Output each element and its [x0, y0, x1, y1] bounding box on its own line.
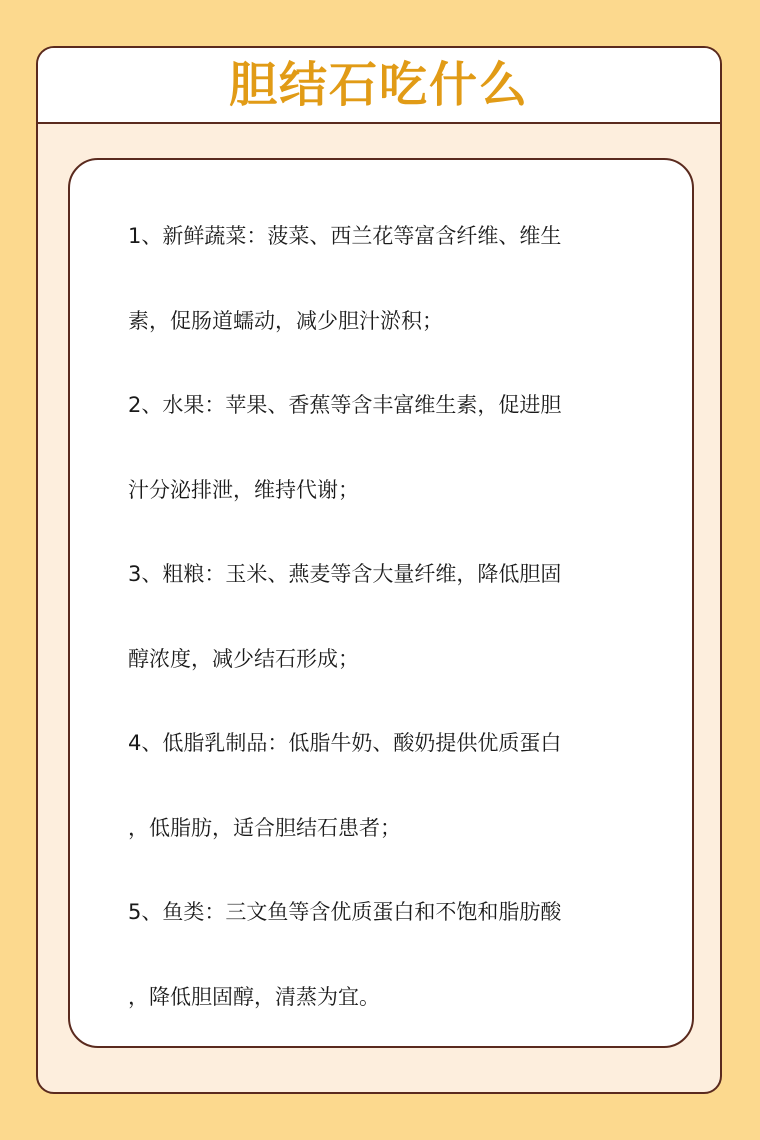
list-item: 1、新鲜蔬菜：菠菜、西兰花等富含纤维、维生	[128, 224, 562, 248]
list-item: ，降低胆固醇，清蒸为宜。	[128, 984, 380, 1009]
outer-card	[36, 46, 722, 1094]
title-band	[38, 48, 720, 124]
page-title: 胆结石吃什么	[228, 57, 529, 113]
list-item: 3、粗粮：玉米、燕麦等含大量纤维，降低胆固	[128, 562, 562, 586]
content-card	[68, 158, 694, 1048]
list-item: 4、低脂乳制品：低脂牛奶、酸奶提供优质蛋白	[128, 731, 562, 755]
list-item: 5、鱼类：三文鱼等含优质蛋白和不饱和脂肪酸	[128, 900, 562, 924]
food-list	[128, 218, 648, 1063]
list-item: 2、水果：苹果、香蕉等含丰富维生素，促进胆	[128, 393, 562, 417]
list-item: 汁分泌排泄，维持代谢；	[128, 477, 359, 502]
list-item: ，低脂肪，适合胆结石患者；	[128, 815, 401, 840]
list-item: 醇浓度，减少结石形成；	[128, 646, 359, 671]
list-item: 素，促肠道蠕动，减少胆汁淤积；	[128, 308, 443, 333]
